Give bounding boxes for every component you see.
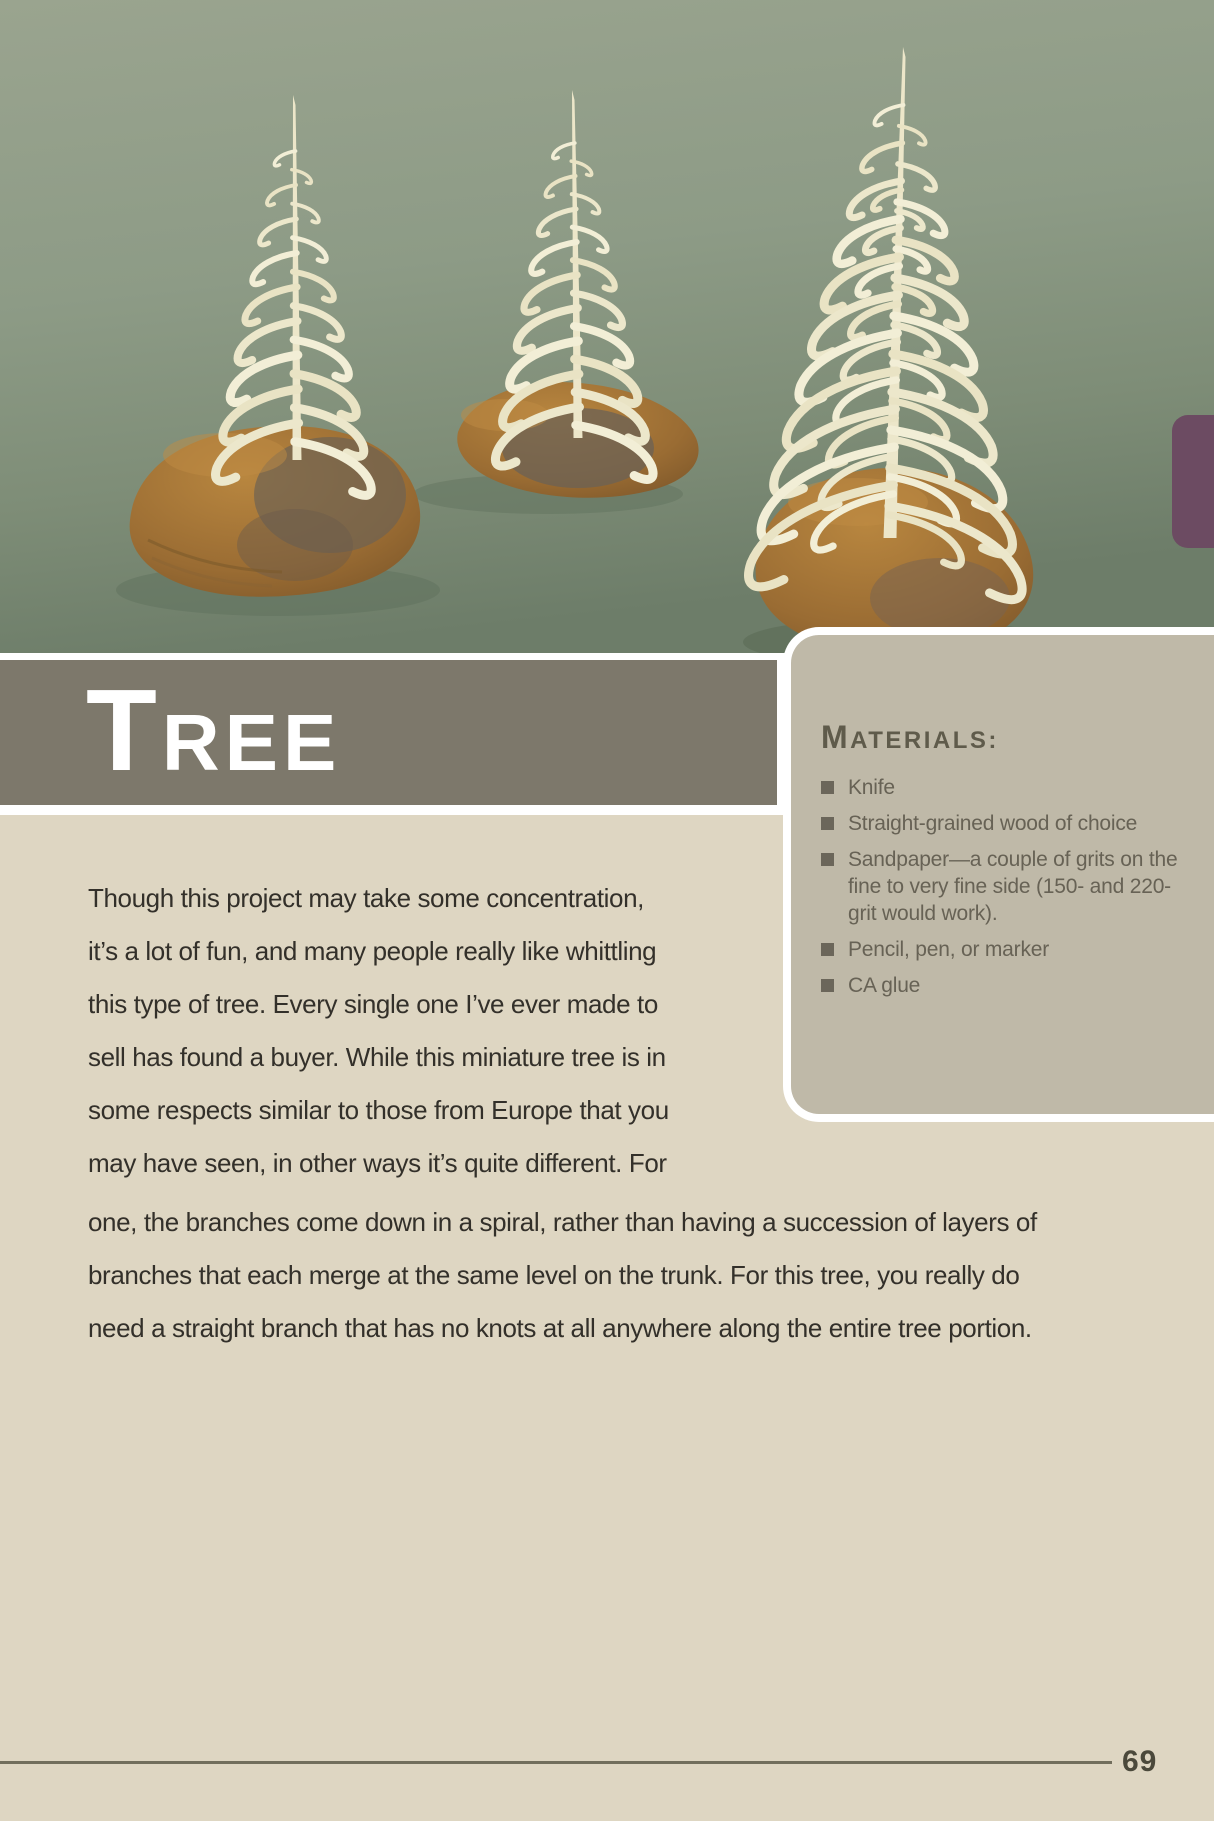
body-text-line: one, the branches come down in a spiral, rather than having a succession of layers of [88,1207,1037,1237]
photo-illustration [0,0,1214,653]
intro-paragraph-wide [88,1196,1037,1355]
materials-item: Straight-grained wood of choice [821,810,1192,837]
body-text-line: need a straight branch that has no knots at all anywhere along the entire tree portion. [88,1313,1032,1343]
materials-item: Pencil, pen, or marker [821,936,1192,963]
page-title: TREE [86,665,342,795]
body-text-line: branches that each merge at the same level on the trunk. For this tree, you really do [88,1260,1020,1290]
materials-box [783,627,1214,1122]
body-text-line: this type of tree. Every single one I’ve ever made to [88,989,658,1019]
page-number: 69 [1122,1745,1158,1778]
materials-list [821,774,1192,999]
project-photo [0,0,1214,653]
body-text-line: Though this project may take some concentration, [88,883,644,913]
footer-rule [0,1761,1112,1764]
materials-heading: MATERIALS: [821,719,999,755]
materials-item: Knife [821,774,1192,801]
body-text-line: may have seen, in other ways it’s quite different. For [88,1148,667,1178]
body-text-line: some respects similar to those from Europe that you [88,1095,669,1125]
body-text-line: it’s a lot of fun, and many people really like whittling [88,936,657,966]
materials-item: Sandpaper—a couple of grits on the fine to very fine side (150- and 220-grit would work). [821,846,1192,927]
materials-item: CA glue [821,972,1192,999]
chapter-tab [1172,415,1214,548]
intro-paragraph-narrow [88,872,669,1190]
body-text-line: sell has found a buyer. While this miniature tree is in [88,1042,666,1072]
